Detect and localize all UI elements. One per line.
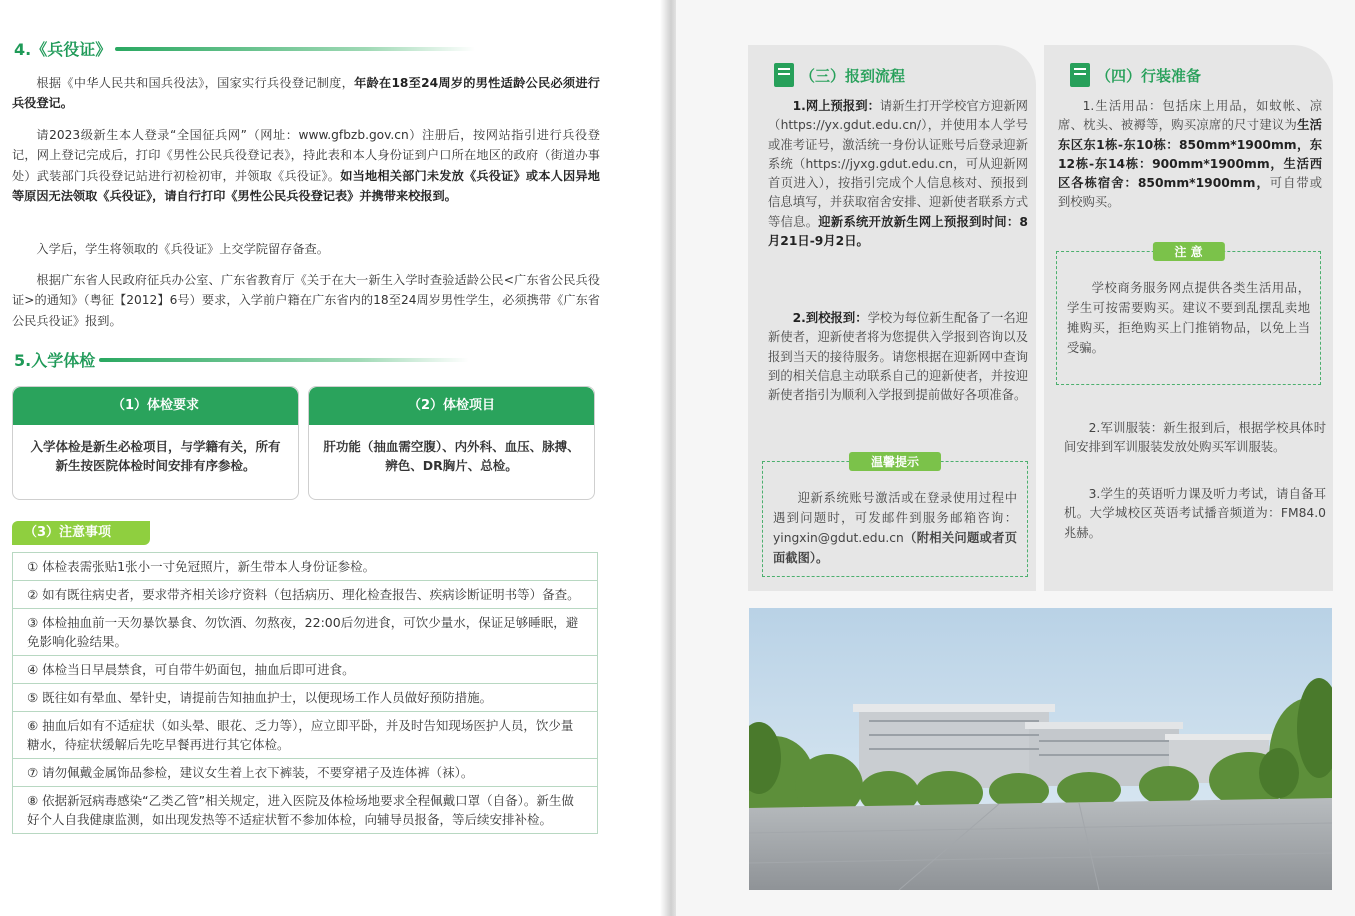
item1-text: 1.生活用品：包括床上用品，如蚊帐、凉席、枕头、被褥等，购买凉席的尺寸建议为 [1058, 99, 1322, 133]
card-header: （2）体检项目 [309, 387, 594, 425]
book-icon [774, 63, 794, 87]
campus-illustration [749, 608, 1332, 890]
step-campus-registration [768, 309, 1028, 405]
card-header: （1）体检要求 [13, 387, 298, 425]
s4-paragraph-3: 入学后，学生将领取的《兵役证》上交学院留存备查。 [36, 242, 329, 256]
book-icon [1070, 63, 1090, 87]
notes-tag: （3）注意事项 [12, 521, 150, 545]
step2-text: 学校为每位新生配备了一名迎新使者，迎新使者将为您提供入学报到咨询以及报到当天的接待服务。请您根据在迎新网中查询到的相关信息主动联系自己的迎新使者，并按迎新使者指引为顺利入学报到提前做好各项准备。 [768, 311, 1028, 403]
exam-items-card [308, 386, 595, 500]
section-5-title [14, 348, 469, 371]
registration-process-panel [748, 45, 1036, 591]
list-item: ⑦ 请勿佩戴金属饰品参检，建议女生着上衣下裤装，不要穿裙子及连体裤（袜）。 [13, 759, 597, 787]
panel-title [774, 63, 905, 87]
item-military-uniform: 2.军训服装：新生报到后，根据学校具体时间安排到军训服装发放处购买军训服装。 [1064, 421, 1326, 455]
card-body: 肝功能（抽血需空腹）、内外科、血压、脉搏、辨色、DR胸片、总检。 [323, 439, 580, 473]
list-item: ⑧ 依据新冠病毒感染“乙类乙管”相关规定，进入医院及体检场地要求全程佩戴口罩（自备）。新生做好个人自我健康监测，如出现发热等不适症状暂不参加体检，向辅导员报备，等后续安排补检。 [27, 793, 574, 827]
warm-tip-tag: 温馨提示 [849, 452, 941, 471]
left-page [0, 0, 664, 916]
title-underline [99, 358, 469, 362]
s4-p2-bold: 如当地相关部门未发放《兵役证》或本人因异地等原因无法领取《兵役证》，请自行打印《男性公民兵役登记表》并携带来校报到。 [12, 168, 600, 204]
list-item: ③ 体检抽血前一天勿暴饮暴食、勿饮酒、勿熬夜，22:00后勿进食，可饮少量水，保证足够睡眠，避免影响化验结果。 [13, 609, 597, 656]
item1-tail: 可自带或到校购买。 [1058, 176, 1322, 210]
card-body: 入学体检是新生必检项目，与学籍有关，所有新生按医院体检时间安排有序参检。 [30, 439, 281, 473]
s4-p1-bold: 年龄在18至24周岁的男性适龄公民必须进行兵役登记。 [12, 76, 600, 111]
warm-tip-box [762, 455, 1028, 577]
attention-box [1056, 245, 1321, 385]
panel-title-text: （四）行装准备 [1096, 66, 1202, 85]
list-item: ⑥ 抽血后如有不适症状（如头晕、眼花、乏力等），应立即平卧，并及时告知现场医护人员，饮少量糖水，待症状缓解后先吃早餐再进行其它体检。 [13, 712, 597, 759]
item1-bold: 生活东区东1栋-东10栋：850mm*1900mm，东12栋-东14栋：900mm*1900mm，生活西区各栋宿舍：850mm*1900mm， [1058, 118, 1322, 191]
s4-p2-text: 请2023级新生本人登录“全国征兵网”（网址：www.gfbzb.gov.cn）注册后，按网站指引进行兵役登记，网上登记完成后，打印《男性公民兵役登记表》，持此表和本人身份证到户口所在地区的政府（街道办事处）武装部门兵役登记站进行初检初审，并领取《兵役证》。 [12, 128, 600, 183]
item-daily-supplies [1058, 97, 1322, 213]
section-4-title-text: 4.《兵役证》 [14, 40, 112, 59]
step1-bold: 迎新系统开放新生网上预报到时间：8月21日-9月2日。 [768, 214, 1028, 249]
s4-paragraph-2 [12, 125, 600, 207]
warm-tip-text [763, 462, 1027, 574]
attention-text: 学校商务服务网点提供各类生活用品，学生可按需要购买。建议不要到乱摆乱卖地摊购买，拒绝购买上门推销物品，以免上当受骗。 [1067, 281, 1310, 355]
luggage-preparation-panel [1044, 45, 1333, 591]
list-item: ② 如有既往病史者，要求带齐相关诊疗资料（包括病历、理化检查报告、疾病诊断证明书等）备查。 [13, 581, 597, 609]
step2-label: 2.到校报到： [792, 311, 868, 325]
right-page [676, 0, 1355, 916]
list-item: ④ 体检当日早晨禁食，可自带牛奶面包，抽血后即可进食。 [13, 656, 597, 684]
exam-requirement-card [12, 386, 299, 500]
step1-text: 请新生打开学校官方迎新网（https://yx.gdut.edu.cn/），并使用本人学号或准考证号，激活统一身份认证账号后登录迎新系统（https://jyxg.gdut.edu.cn，可从迎新网首页进入），按指引完成个人信息核对、预报到信息填写，并获取宿舍安排、迎新使者联系方式等信息。 [768, 99, 1028, 229]
notes-list [12, 552, 598, 834]
section-5-title-text: 5.入学体检 [14, 351, 96, 370]
item-english-listening: 3.学生的英语听力课及听力考试，请自备耳机。大学城校区英语考试播音频道为：FM84.0兆赫。 [1064, 487, 1326, 540]
s4-paragraph-4: 根据广东省人民政府征兵办公室、广东省教育厅《关于在大一新生入学时查验适龄公民<广东省公民兵役证>的通知》（粤征【2012】6号）要求，入学前户籍在广东省内的18至24周岁男性学生，必须携带《广东省公民兵役证》报到。 [12, 273, 600, 328]
s4-paragraph-1 [12, 73, 600, 114]
panel-title-text: （三）报到流程 [800, 66, 906, 85]
s4-p1-text: 根据《中华人民共和国兵役法》，国家实行兵役登记制度， [36, 76, 355, 90]
attention-tag: 注 意 [1152, 242, 1224, 261]
tip-bold: （附相关问题或者页面截图）。 [773, 531, 1017, 565]
step-online-registration [768, 97, 1028, 251]
list-item: ⑤ 既往如有晕血、晕针史，请提前告知抽血护士，以便现场工作人员做好预防措施。 [13, 684, 597, 712]
tip-text: 迎新系统账号激活或在登录使用过程中遇到问题时，可发邮件到服务邮箱咨询：yingxin@gdut.edu.cn [773, 491, 1017, 545]
list-item: ① 体检表需张贴1张小一寸免冠照片，新生带本人身份证参检。 [13, 553, 597, 581]
campus-building-photo [749, 608, 1332, 890]
panel-title [1070, 63, 1201, 87]
title-underline [115, 47, 475, 51]
section-4-title [14, 37, 475, 60]
step1-label: 1.网上预报到： [792, 99, 880, 113]
